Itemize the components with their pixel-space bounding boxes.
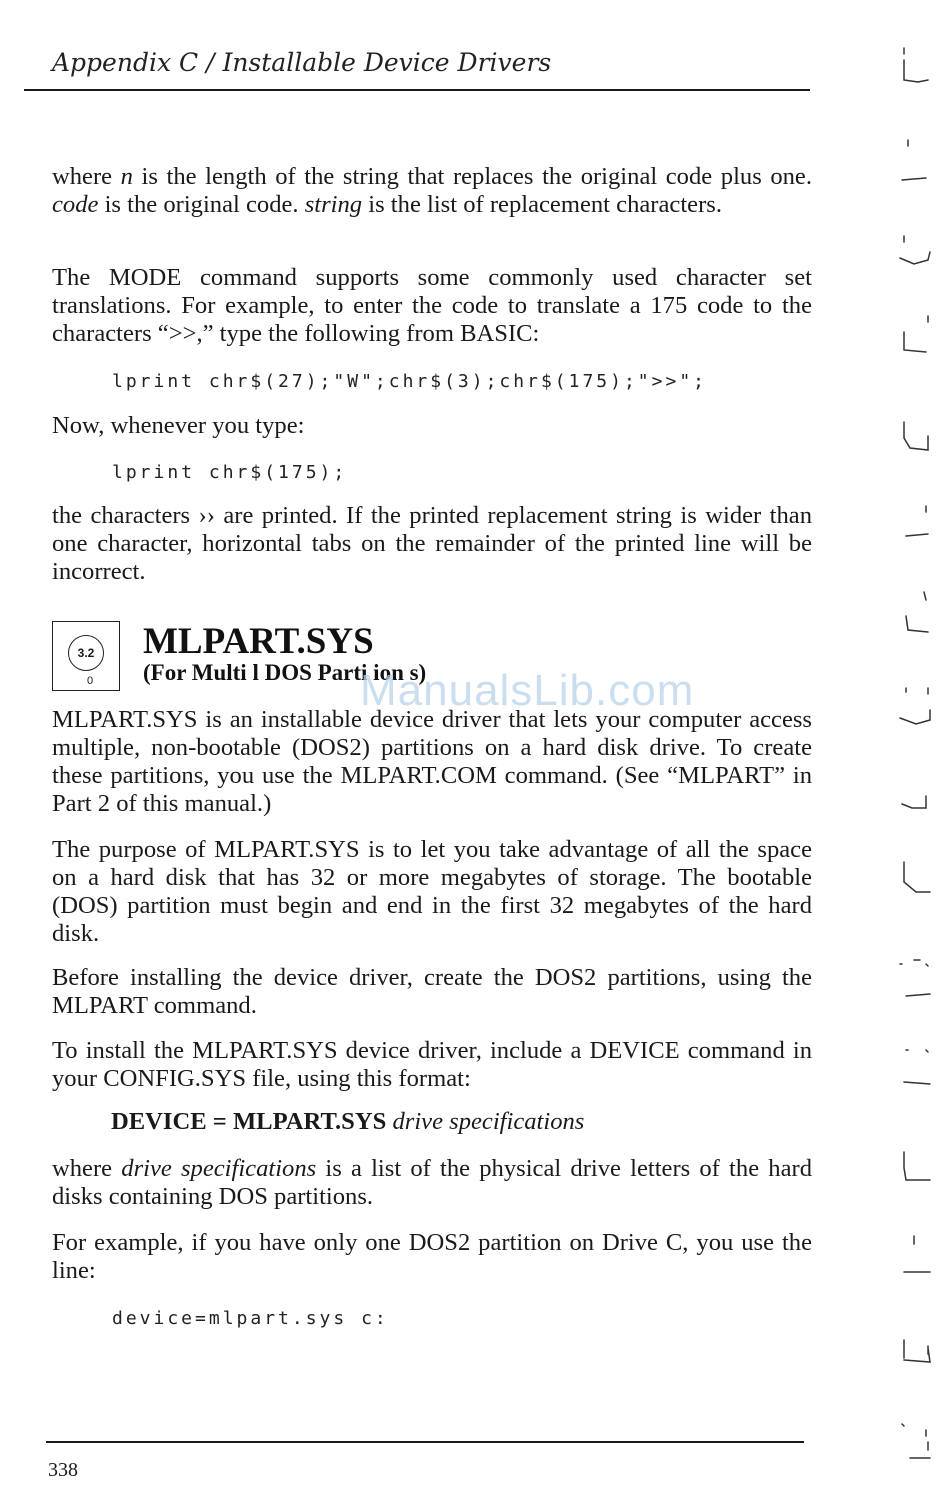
paragraph-mode-command: The MODE command supports some commonly used character set translations. For example, to enter the code to translate a 175 code to the characters “>>,” type the following from BASIC: — [52, 264, 812, 347]
section-title: MLPART.SYS — [143, 621, 374, 662]
header-rule — [24, 89, 810, 91]
paragraph-before-installing: Before installing the device driver, create the DOS2 partitions, using the MLPART command. — [52, 964, 812, 1019]
text-run: is a list of the physical drive letters of the hard disks containing DOS partitions. — [52, 1155, 812, 1210]
emphasis-n: n — [120, 163, 133, 190]
text-run: is the original code. — [98, 191, 305, 218]
paragraph-drive-specifications — [52, 1155, 812, 1211]
paragraph-where-n — [52, 163, 812, 219]
code-example-lprint-175: lprint chr$(175); — [112, 462, 348, 483]
paragraph-mlpart-purpose: The purpose of MLPART.SYS is to let you take advantage of all the space on a hard disk that has 32 or more megabytes of storage. The bootable (DOS) partition must begin and end in the first 32 megabytes of the hard disk. — [52, 836, 812, 947]
paragraph-characters-printed: the characters ›› are printed. If the printed replacement string is wider than one character, horizontal tabs on the remainder of the printed line will be incorrect. — [52, 502, 812, 585]
device-syntax-argument: drive specifications — [392, 1108, 585, 1135]
paragraph-for-example: For example, if you have only one DOS2 partition on Drive C, you use the line: — [52, 1229, 812, 1284]
device-syntax — [111, 1108, 584, 1136]
version-badge-box — [52, 621, 120, 691]
paragraph-to-install: To install the MLPART.SYS device driver, include a DEVICE command in your CONFIG.SYS file, using this format: — [52, 1037, 812, 1092]
running-head: Appendix C / Installable Device Drivers — [52, 48, 552, 77]
version-badge-icon: 3.2 — [68, 635, 104, 671]
binding-edge-marks — [880, 40, 940, 1470]
text-run: is the length of the string that replaces the original code plus one. — [132, 163, 812, 190]
emphasis-drive-specifications: drive specifications — [121, 1155, 317, 1182]
emphasis-string: string — [304, 191, 363, 218]
watermark: ManualsLib.com — [360, 666, 695, 715]
paragraph-mlpart-intro: MLPART.SYS is an installable device driver that lets your computer access multiple, non-bootable (DOS2) partitions on a hard disk drive. To create these partitions, you use the MLPART.COM command. (See “MLPART” in Part 2 of this manual.) — [52, 706, 812, 817]
device-syntax-command: DEVICE = MLPART.SYS — [111, 1108, 387, 1135]
text-run: where — [52, 1155, 122, 1182]
paragraph-now-whenever: Now, whenever you type: — [52, 412, 305, 439]
text-run: is the list of replacement characters. — [362, 191, 722, 218]
code-example-device-line: device=mlpart.sys c: — [112, 1308, 389, 1329]
footer-rule — [46, 1441, 804, 1443]
code-example-lprint-translate: lprint chr$(27);"W";chr$(3);chr$(175);">>"; — [112, 371, 707, 392]
version-badge-mark: 0 — [87, 675, 94, 687]
emphasis-code: code — [52, 191, 99, 218]
page-number: 338 — [48, 1459, 78, 1481]
section-subtitle: (For Multi l DOS Parti ion s) — [143, 660, 427, 685]
text-run: where — [52, 163, 121, 190]
